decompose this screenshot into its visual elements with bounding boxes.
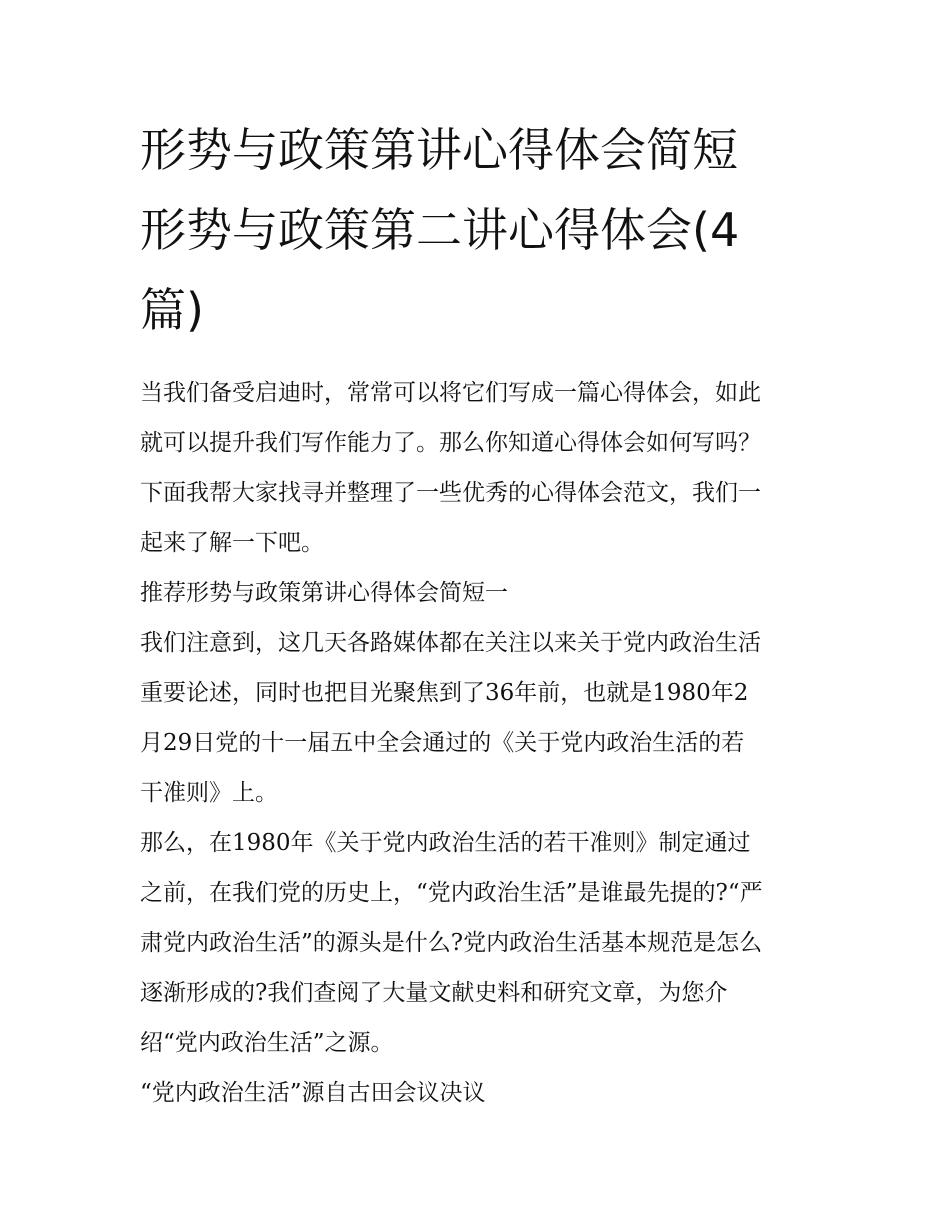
text-line: 下面我帮大家找寻并整理了一些优秀的心得体会范文，我们一 — [140, 480, 761, 506]
document-content — [140, 110, 812, 1118]
title-line: 形势与政策第讲心得体会简短 — [140, 123, 738, 177]
text-line: “党内政治生活”源自古田会议决议 — [140, 1080, 486, 1106]
text-line: 绍“党内政治生活”之源。 — [140, 1030, 394, 1056]
section-heading — [140, 568, 812, 618]
text-line: 逐渐形成的?我们查阅了大量文献史料和研究文章，为您介 — [140, 980, 728, 1006]
text-line: 就可以提升我们写作能力了。那么你知道心得体会如何写吗？ — [140, 430, 761, 456]
text-line: 那么，在1980年《关于党内政治生活的若干准则》制定通过 — [140, 830, 751, 856]
text-line: 当我们备受启迪时，常常可以将它们写成一篇心得体会，如此 — [140, 380, 761, 406]
text-line: 肃党内政治生活”的源头是什么?党内政治生活基本规范是怎么 — [140, 930, 763, 956]
text-line: 重要论述，同时也把目光聚焦到了36年前，也就是1980年2 — [140, 680, 749, 706]
text-line: 我们注意到，这几天各路媒体都在关注以来关于党内政治生活 — [140, 630, 761, 656]
body-paragraph — [140, 818, 812, 1068]
text-line: 之前，在我们党的历史上，“党内政治生活”是谁最先提的?“严 — [140, 880, 763, 906]
document-title — [140, 110, 812, 350]
section-heading — [140, 1068, 812, 1118]
intro-paragraph — [140, 368, 812, 568]
title-line: 篇) — [140, 283, 204, 337]
text-line: 干准则》上。 — [140, 780, 278, 806]
text-line: 起来了解一下吧。 — [140, 530, 324, 556]
document-body — [140, 368, 812, 1118]
body-paragraph — [140, 618, 812, 818]
text-line: 推荐形势与政策第讲心得体会简短一 — [140, 580, 508, 606]
text-line: 月29日党的十一届五中全会通过的《关于党内政治生活的若 — [140, 730, 745, 756]
title-line: 形势与政策第二讲心得体会(4 — [140, 203, 740, 257]
